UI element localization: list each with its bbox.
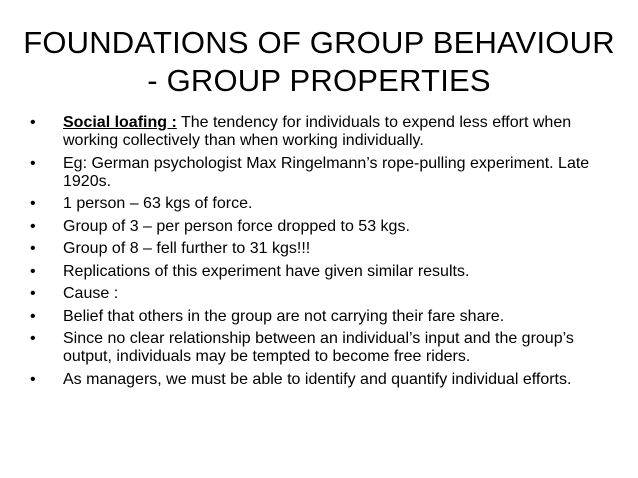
bullet-icon: • — [30, 370, 36, 388]
bullet-text: Group of 8 – fell further to 31 kgs!!! — [63, 240, 311, 257]
bullet-item — [28, 330, 608, 366]
bullet-item — [28, 218, 608, 236]
bullet-item — [28, 263, 608, 281]
bullet-icon: • — [30, 240, 36, 257]
bullet-icon: • — [30, 154, 36, 172]
bullet-text: Replications of this experiment have given similar results. — [63, 262, 470, 280]
bullet-text: The tendency for individuals to expend less effort when working collectively than when working individually. — [63, 114, 572, 149]
bullet-item-social-loafing — [28, 114, 608, 150]
slide-title — [20, 24, 618, 100]
bullet-term: Social loafing : — [63, 114, 177, 131]
bullet-icon: • — [30, 217, 36, 235]
slide-title-line-1: FOUNDATIONS OF GROUP BEHAVIOUR — [23, 25, 615, 60]
bullet-list — [28, 114, 608, 393]
bullet-text: Since no clear relationship between an individual’s input and the group’s output, individuals may be tempted to become free riders. — [63, 330, 574, 365]
bullet-item — [28, 155, 608, 191]
bullet-icon: • — [30, 285, 36, 302]
bullet-icon: • — [30, 114, 36, 131]
bullet-text: As managers, we must be able to identify and quantify individual efforts. — [63, 370, 572, 388]
bullet-item — [28, 285, 608, 303]
bullet-item — [28, 195, 608, 213]
bullet-text: Group of 3 – per person force dropped to 53 kgs. — [63, 217, 410, 235]
bullet-text: Eg: German psychologist Max Ringelmann’s rope-pulling experiment. Late 1920s. — [63, 154, 590, 190]
slide-title-line-2: - GROUP PROPERTIES — [147, 63, 491, 98]
bullet-text: Cause : — [63, 285, 119, 302]
bullet-icon: • — [30, 307, 36, 325]
bullet-item — [28, 240, 608, 258]
bullet-text: Belief that others in the group are not carrying their fare share. — [63, 307, 505, 325]
bullet-icon: • — [30, 195, 36, 212]
bullet-icon: • — [30, 262, 36, 280]
bullet-item — [28, 308, 608, 326]
bullet-icon: • — [30, 330, 36, 347]
bullet-text: 1 person – 63 kgs of force. — [63, 195, 253, 212]
bullet-item — [28, 371, 608, 389]
